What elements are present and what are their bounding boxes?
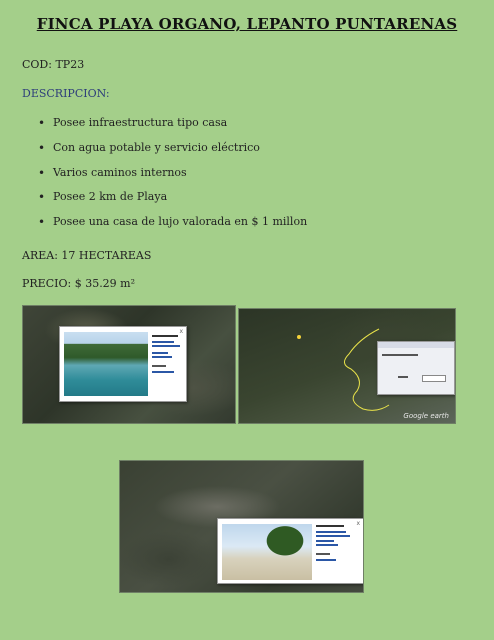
feature-item [38, 116, 307, 141]
feature-text: Posee una casa de lujo valorada en $ 1 millon [53, 215, 308, 229]
feature-text: Varios caminos internos [53, 165, 187, 179]
properties-dialog [377, 341, 455, 395]
feature-item [38, 166, 307, 191]
satellite-map-1 [22, 305, 236, 424]
feature-text: Con agua potable y servicio eléctrico [53, 140, 260, 154]
feature-item [38, 190, 307, 215]
feature-text: Posee infraestructura tipo casa [53, 116, 228, 129]
beach-photo [64, 332, 148, 396]
feature-list [38, 116, 307, 240]
feature-item [38, 215, 307, 240]
bullet-icon: • [38, 165, 46, 180]
description-heading: DESCRIPCION: [22, 87, 110, 100]
feature-item [38, 141, 307, 166]
close-icon: x [179, 328, 183, 335]
bullet-icon: • [38, 140, 46, 155]
page-title: FINCA PLAYA ORGANO, LEPANTO PUNTARENAS [36, 15, 458, 33]
bullet-icon: • [38, 190, 46, 205]
house-photo [222, 524, 312, 580]
feature-text: Posee 2 km de Playa [53, 190, 168, 204]
price-text: PRECIO: $ 35.29 m² [22, 277, 136, 290]
property-code: COD: TP23 [22, 58, 85, 71]
satellite-map-2 [238, 308, 456, 424]
area-text: AREA: 17 HECTAREAS [22, 249, 152, 262]
close-icon: x [356, 520, 360, 527]
bullet-icon: • [38, 116, 46, 130]
google-earth-logo: Google earth [403, 412, 449, 420]
map-info-popup [217, 518, 364, 584]
satellite-map-3 [119, 460, 364, 593]
bullet-icon: • [38, 215, 46, 230]
map-info-popup [59, 326, 187, 402]
